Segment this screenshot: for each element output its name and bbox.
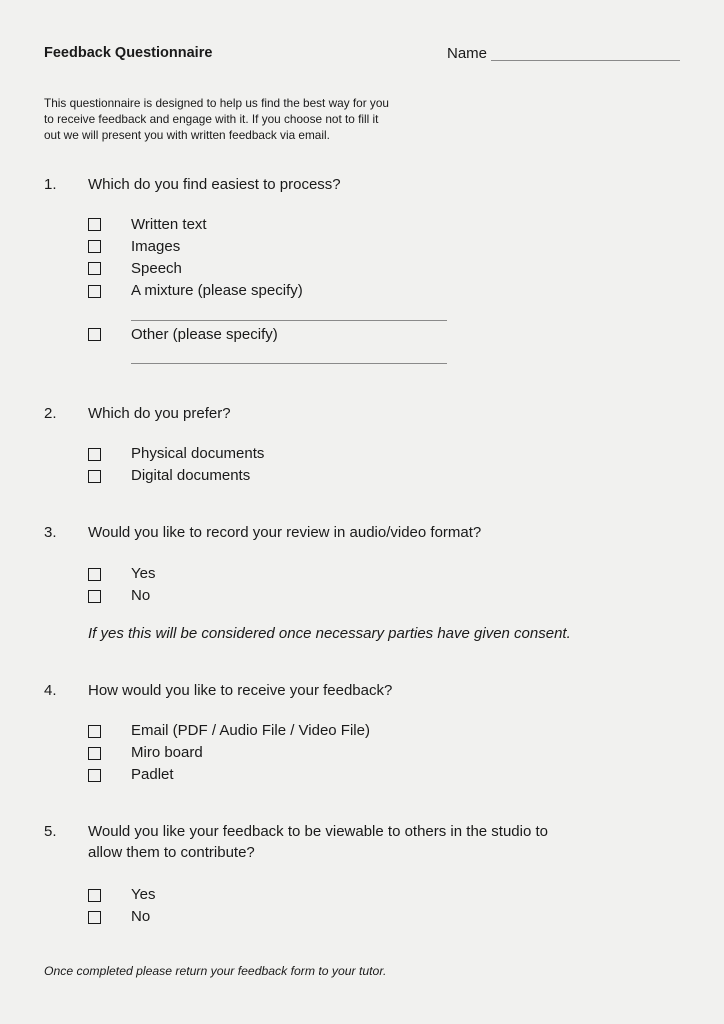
question-4-number: 4.: [44, 682, 57, 699]
intro-line: This questionnaire is designed to help us find the best way for you: [44, 96, 389, 110]
checkbox-speech[interactable]: [88, 262, 101, 275]
option-physical-documents: Physical documents: [131, 445, 265, 462]
page-title: Feedback Questionnaire: [44, 45, 213, 61]
checkbox-mixture[interactable]: [88, 285, 101, 298]
question-2-text: Which do you prefer?: [88, 405, 231, 422]
option-speech: Speech: [131, 260, 182, 277]
option-miro-board: Miro board: [131, 744, 203, 761]
name-field-line[interactable]: [491, 60, 680, 61]
intro-line: out we will present you with written feedback via email.: [44, 128, 330, 142]
checkbox-q5-yes[interactable]: [88, 889, 101, 902]
checkbox-written-text[interactable]: [88, 218, 101, 231]
option-q5-yes: Yes: [131, 886, 156, 903]
checkbox-q5-no[interactable]: [88, 911, 101, 924]
footer-note: Once completed please return your feedback form to your tutor.: [44, 964, 387, 978]
question-1-number: 1.: [44, 176, 57, 193]
intro-paragraph: [44, 95, 454, 143]
checkbox-physical-documents[interactable]: [88, 448, 101, 461]
option-other: Other (please specify): [131, 326, 278, 343]
checkbox-email[interactable]: [88, 725, 101, 738]
question-2-number: 2.: [44, 405, 57, 422]
consent-note: If yes this will be considered once necessary parties have given consent.: [88, 625, 571, 642]
option-mixture: A mixture (please specify): [131, 282, 303, 299]
option-digital-documents: Digital documents: [131, 467, 251, 484]
question-4-text: How would you like to receive your feedback?: [88, 682, 393, 699]
checkbox-other[interactable]: [88, 328, 101, 341]
option-written-text: Written text: [131, 216, 207, 233]
question-5-text-line: allow them to contribute?: [88, 844, 255, 861]
option-images: Images: [131, 238, 181, 255]
mixture-specify-line[interactable]: [131, 320, 447, 321]
question-5-text: [88, 821, 548, 863]
option-q5-no: No: [131, 908, 151, 925]
intro-line: to receive feedback and engage with it. If you choose not to fill it: [44, 112, 379, 126]
checkbox-images[interactable]: [88, 240, 101, 253]
checkbox-padlet[interactable]: [88, 769, 101, 782]
other-specify-line[interactable]: [131, 363, 447, 364]
question-3-text: Would you like to record your review in audio/video format?: [88, 524, 482, 541]
option-padlet: Padlet: [131, 766, 174, 783]
question-3-number: 3.: [44, 524, 57, 541]
checkbox-miro-board[interactable]: [88, 747, 101, 760]
question-1-text: Which do you find easiest to process?: [88, 176, 341, 193]
name-label: Name: [447, 45, 488, 62]
checkbox-q3-yes[interactable]: [88, 568, 101, 581]
option-q3-yes: Yes: [131, 565, 156, 582]
option-q3-no: No: [131, 587, 151, 604]
question-5-number: 5.: [44, 823, 57, 840]
option-email: Email (PDF / Audio File / Video File): [131, 722, 370, 739]
question-5-text-line: Would you like your feedback to be viewable to others in the studio to: [88, 823, 548, 840]
checkbox-digital-documents[interactable]: [88, 470, 101, 483]
checkbox-q3-no[interactable]: [88, 590, 101, 603]
